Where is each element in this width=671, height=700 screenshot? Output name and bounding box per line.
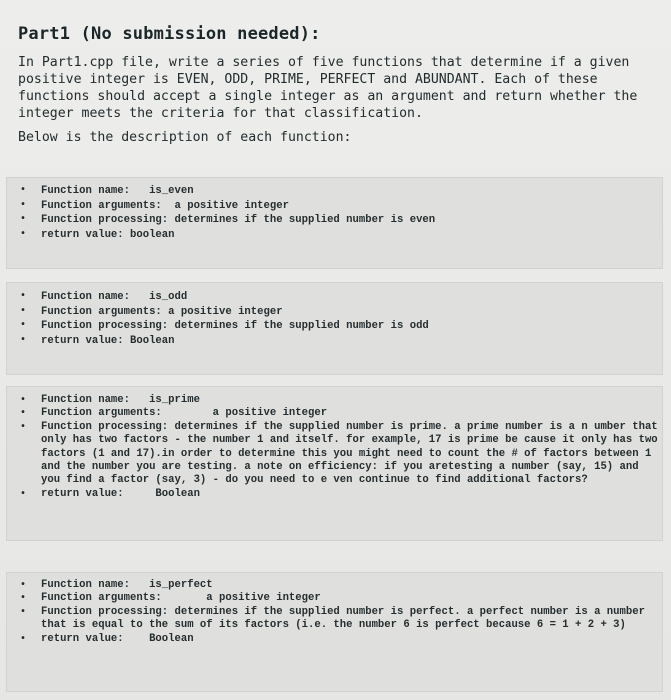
intro-paragraph: In Part1.cpp file, write a series of five functions that determine if a given positive integer is EVEN, ODD, PRIME, PERFECT and ABUNDANT. Each of these functions should accept a single integer as an argument and return whether the integer meets the criteria for that classification.	[18, 55, 638, 121]
intro-below-line: Below is the description of each function:	[18, 130, 352, 145]
function-box-is-even	[6, 177, 663, 269]
function-name-line: • Function name: is_even	[20, 185, 194, 197]
bullet-icon: •	[20, 395, 27, 406]
page-title: Part1 (No submission needed):	[18, 24, 321, 44]
bullet-icon: •	[20, 408, 27, 420]
function-box-is-odd	[6, 282, 663, 375]
function-processing-line: • Function processing: determines if the supplied number is odd	[20, 320, 429, 332]
function-return-line: • return value: boolean	[20, 228, 175, 241]
function-processing-line: • Function processing: determines if the supplied number is perfect. a perfect number is a number that is equal to the sum of its factors (i.e. the number 6 is perfect because 6 = 1 + 2 + 3)	[20, 605, 652, 632]
function-name-line: • Function name: is_odd	[20, 291, 188, 303]
bullet-icon: •	[20, 334, 27, 346]
bullet-icon: •	[20, 593, 27, 605]
bullet-icon: •	[20, 421, 27, 433]
bullet-icon: •	[20, 633, 27, 645]
intro-section	[18, 54, 658, 146]
function-processing-line: • Function processing: determines if the supplied number is even	[20, 214, 436, 226]
function-arguments-line: • Function arguments: a positive integer	[20, 407, 328, 420]
bullet-icon: •	[20, 185, 27, 196]
function-return-line: • return value: Boolean	[20, 632, 194, 645]
bullet-icon: •	[20, 305, 27, 317]
function-arguments-line: • Function arguments: a positive integer	[20, 592, 321, 605]
function-name-line: • Function name: is_perfect	[20, 579, 213, 591]
bullet-icon: •	[20, 320, 27, 331]
function-arguments-line: • Function arguments: a positive integer	[20, 199, 289, 212]
bullet-icon: •	[20, 214, 27, 225]
function-box-is-perfect	[6, 572, 663, 692]
bullet-icon: •	[20, 606, 27, 618]
bullet-icon: •	[20, 199, 27, 211]
function-processing-line: • Function processing: determines if the supplied number is prime. a prime number is a n umber that only has two factors - the number 1 and itself. for example, 17 is prime be cause it only has two factors (1 and 17).in order to determine this you might need to count the # of factors between 1 and the number you are testing. a note on efficiency: if you aretesting a number (say, 15) and you find a factor (say, 3) - do you need to e ven continue to find additional factors?	[20, 420, 665, 487]
bullet-icon: •	[20, 291, 27, 302]
function-arguments-line: • Function arguments: a positive integer	[20, 305, 283, 318]
function-return-line: • return value: Boolean	[20, 487, 200, 500]
function-box-is-prime	[6, 386, 663, 541]
bullet-icon: •	[20, 488, 27, 500]
bullet-icon: •	[20, 580, 27, 591]
bullet-icon: •	[20, 228, 27, 240]
function-return-line: • return value: Boolean	[20, 334, 175, 347]
function-name-line: • Function name: is_prime	[20, 394, 200, 406]
